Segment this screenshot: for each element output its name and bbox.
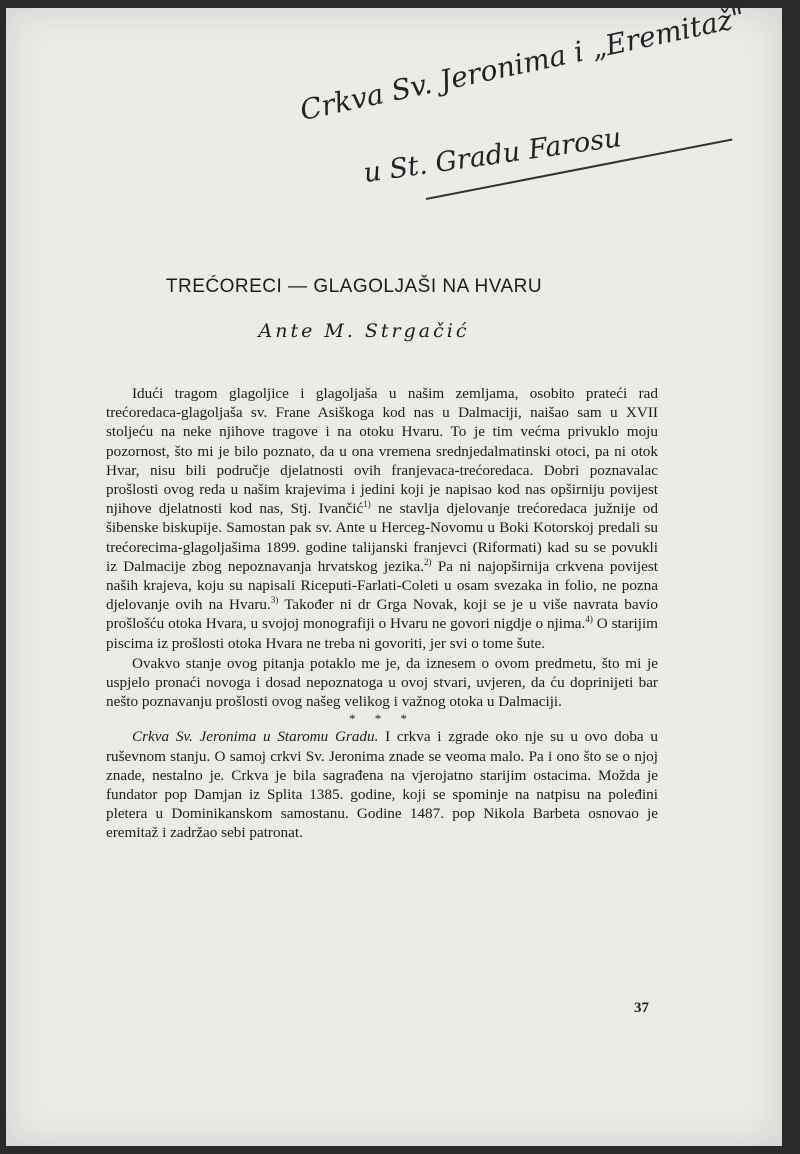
section-separator: * * *	[349, 711, 415, 727]
article-author: Ante M. Strgačić	[258, 320, 470, 342]
paragraph-1	[106, 384, 658, 653]
footnote-ref-4: 4)	[585, 614, 593, 625]
footnote-ref-1: 1)	[363, 499, 371, 510]
footnote-ref-2: 2)	[423, 556, 432, 567]
paragraph-2: Ovakvo stanje ovog pitanja potaklo me je, da iznesem o ovom predmetu, što mi je uspjelo pronaći novoga i dosad nepoznatoga u ovoj stvari, uvjeren, da ću doprinijeti bar nešto poznavanju prošlosti ovog našeg velikog i važnog otoka u Dalmaciji.	[106, 654, 658, 711]
paragraph-1-start: Idući tragom glagoljice i glagoljaša u našim zemljama, osobito prateći rad trećoredaca-glagoljaša sv. Frane Asiškoga kod nas u Dalmaciji, naišao sam u XVII stoljeću na neke njihove tragove i na otoku Hvaru. To je tim većma privuklo moju pozornost, što mi je bilo poznato, da u ona vremena srednjedalmatinski otoci, pa ni otok Hvar, nisu bili područje djelatnosti ovih franjevaca-trećoredaca. Dobri poznavalac prošlosti ovog reda u našim krajevima i jedini koji je napisao kod nas opširniju povijest njihove djelatnosti kod nas, Stj. Ivančić	[106, 385, 658, 518]
paragraph-1-part-4: Također ni dr Grga Novak, koji se je u više navrata bavio prošlošću otoka Hvara, u svojoj monografiji o Hvaru ne govori nigdje o njima.	[106, 596, 659, 633]
handwritten-note-line-1: Crkva Sv. Jeronima i „Eremitaž"	[297, 0, 748, 127]
page-number: 37	[634, 1000, 649, 1016]
handwritten-note-line-2: u St. Gradu Farosu	[361, 122, 624, 189]
document-page	[6, 0, 782, 1146]
article-title: TREĆORECI — GLAGOLJAŠI NA HVARU	[165, 276, 543, 297]
paragraph-3	[106, 727, 658, 842]
paragraph-1-part-5: O starijim piscima iz prošlosti otoka Hvara ne treba ni govoriti, jer svi o tome šute.	[106, 615, 658, 652]
article-body	[106, 384, 658, 843]
paragraph-1-part-2: ne stavlja djelovanje trećoredaca južnije od šibenske biskupije. Samostan pak sv. Ante u Herceg-Novomu u Boki Kotorskoj predali su trećorecima-glagoljašima 1899. godine talijanski franjevci (Riformati) kad su se povukli iz Dalmacije zbog nepoznavanja hrvatskog jezika.	[106, 500, 658, 575]
section-heading: Crkva Sv. Jeronima u Staromu Gradu.	[132, 728, 379, 746]
paragraph-1-part-3: Pa ni najopširnija crkvena povijest naših krajeva, koju su napisali Riceputi-Farlati-Coleti u osam svezaka in folio, ne pozna djelovanje ovih na Hvaru.	[106, 557, 658, 614]
footnote-ref-3: 3)	[270, 595, 279, 606]
section-text: I crkva i zgrade oko nje su u ovo doba u ruševnom stanju. O samoj crkvi Sv. Jeronima znade se veoma malo. Pa i ono što se o njoj znade, nestalno je. Crkva je bila sagrađena na vjerojatno starijim ostacima. Možda je fundator pop Damjan iz Splita 1385. godine, koji se spominje na natpisu na poleđini pletera u Dominikanskom samostanu. Godine 1487. pop Nikola Barbeta osnovao je eremitaž i zadržao sebi patronat.	[106, 728, 658, 842]
